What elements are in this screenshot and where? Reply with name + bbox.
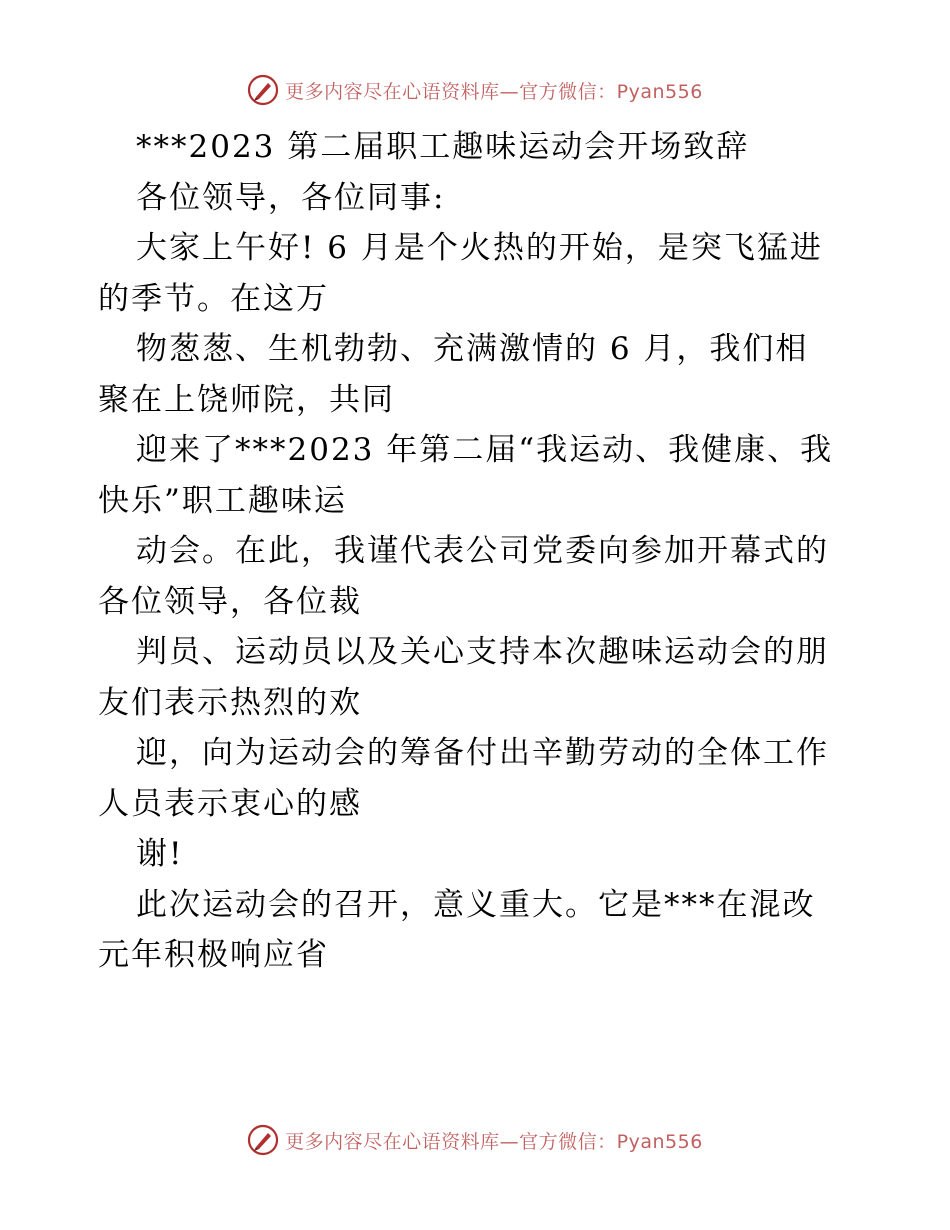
document-line: 物葱葱、生机勃勃、充满激情的 6 月，我们相 <box>136 331 809 367</box>
document-line: 聚在上饶师院，共同 <box>98 381 395 418</box>
watermark-text: 更多内容尽在心语资料库—官方微信：Pyan556 <box>285 1130 703 1153</box>
document-line: 迎来了***2023 年第二届“我运动、我健康、我 <box>136 432 834 468</box>
footer-watermark <box>0 1120 950 1160</box>
document-line: 判员、运动员以及关心支持本次趣味运动会的朋 <box>136 634 829 670</box>
document-line: 元年积极响应省 <box>98 937 329 973</box>
document-line: ***2023 第二届职工趣味运动会开场致辞 <box>136 129 750 165</box>
quill-pen-logo-icon <box>247 74 279 106</box>
document-line: 人员表示衷心的感 <box>98 785 362 822</box>
document-line: 友们表示热烈的欢 <box>98 684 362 721</box>
document-line: 此次运动会的召开，意义重大。它是***在混改 <box>136 886 816 923</box>
document-line: 大家上午好! 6 月是个火热的开始，是突飞猛进 <box>136 230 823 266</box>
document-line: 快乐”职工趣味运 <box>98 482 347 519</box>
document-line: 的季节。在这万 <box>98 280 329 317</box>
document-line: 谢! <box>136 836 184 872</box>
watermark-text: 更多内容尽在心语资料库—官方微信：Pyan556 <box>285 80 703 103</box>
header-watermark <box>0 70 950 110</box>
quill-pen-logo-icon <box>247 1124 279 1156</box>
document-line: 迎，向为运动会的筹备付出辛勤劳动的全体工作 <box>136 735 829 771</box>
document-line: 各位领导，各位裁 <box>98 583 362 620</box>
document-body <box>98 122 858 981</box>
document-line: 动会。在此，我谨代表公司党委向参加开幕式的 <box>136 533 829 569</box>
document-line: 各位领导，各位同事: <box>136 179 446 216</box>
